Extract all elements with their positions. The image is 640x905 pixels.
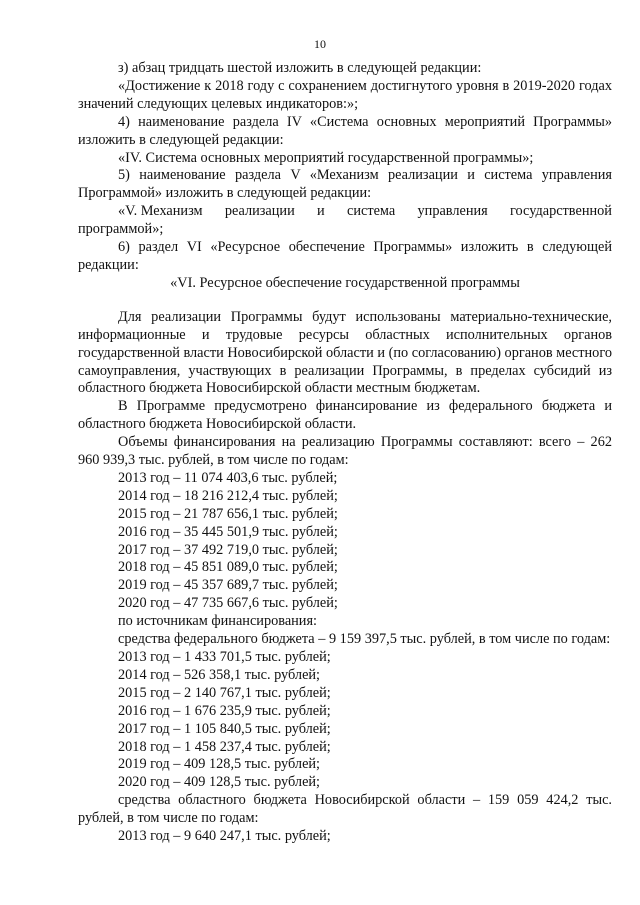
list-item: 2018 год – 45 851 089,0 тыс. рублей; [118,559,338,576]
section-v-quote-line [78,203,612,221]
paragraph: Объемы финансирования на реализацию Программы составляют: всего – 262 960 939,3 тыс. рублей, в том числе по годам: [78,434,612,469]
page-number: 10 [314,37,326,51]
list-item: 2017 год – 1 105 840,5 тыс. рублей; [118,720,331,737]
paragraph: «IV. Система основных мероприятий государственной программы»; [118,149,534,166]
paragraph: В Программе предусмотрено финансирование из федерального бюджета и областного бюджета Новосибирской области. [78,398,612,433]
quote-word: реализации [224,203,295,220]
list-item: 2019 год – 45 357 689,7 тыс. рублей; [118,577,338,594]
paragraph: Для реализации Программы будут использованы материально-технические, информационные и трудовые ресурсы областных исполнительных органов государственной власти Новосибирской области и (по согласованию) органов местного самоуправления, участвующих в реализации Программы, в пределах субсидий из областного бюджета Новосибирской области местным бюджетам. [78,308,612,397]
paragraph: з) абзац тридцать шестой изложить в следующей редакции: [118,60,482,76]
list-item: 2013 год – 9 640 247,1 тыс. рублей; [118,828,331,845]
paragraph: по источникам финансирования: [118,613,318,630]
quote-word: государственной [510,203,612,220]
list-item: 2016 год – 1 676 235,9 тыс. рублей; [118,702,331,719]
quote-word: «V. Механизм [118,203,203,220]
paragraph: «Достижение к 2018 году с сохранением достигнутого уровня в 2019-2020 годах значений следующих целевых индикаторов:»; [78,77,612,112]
regional-funding-list [78,828,612,846]
list-item: 2015 год – 2 140 767,1 тыс. рублей; [118,684,331,701]
total-funding-list [78,470,612,613]
list-item: 2013 год – 11 074 403,6 тыс. рублей; [118,469,338,486]
list-item: 2015 год – 21 787 656,1 тыс. рублей; [118,505,338,522]
quote-word: система [346,203,396,220]
list-item: 2018 год – 1 458 237,4 тыс. рублей; [118,738,331,755]
paragraph: 4) наименование раздела IV «Система основных мероприятий Программы» изложить в следующей редакции: [78,113,612,148]
paragraph: 6) раздел VI «Ресурсное обеспечение Программы» изложить в следующей редакции: [78,239,612,273]
list-item: 2020 год – 409 128,5 тыс. рублей; [118,774,321,791]
paragraph: средства областного бюджета Новосибирской области – 159 059 424,2 тыс. рублей, в том числе по годам: [78,792,612,827]
list-item: 2020 год – 47 735 667,6 тыс. рублей; [118,595,338,612]
section-v-quote [78,203,612,239]
quote-word: и [317,203,325,220]
list-item: 2019 год – 409 128,5 тыс. рублей; [118,756,321,773]
spacer [78,293,612,309]
list-item: 2013 год – 1 433 701,5 тыс. рублей; [118,649,331,665]
federal-funding-list [78,649,612,792]
page-content [78,60,612,846]
paragraph: средства федерального бюджета – 9 159 397,5 тыс. рублей, в том числе по годам: [118,631,611,648]
list-item: 2014 год – 526 358,1 тыс. рублей; [118,666,321,683]
list-item: 2014 год – 18 216 212,4 тыс. рублей; [118,487,338,504]
list-item: 2017 год – 37 492 719,0 тыс. рублей; [118,541,338,558]
section-title: «VI. Ресурсное обеспечение государственной программы [170,274,520,291]
list-item: 2016 год – 35 445 501,9 тыс. рублей; [118,523,338,540]
section-v-quote-end: программой»; [78,221,164,238]
paragraph: 5) наименование раздела V «Механизм реализации и система управления Программой» изложить в следующей редакции: [78,167,612,202]
quote-word: управления [417,203,488,220]
